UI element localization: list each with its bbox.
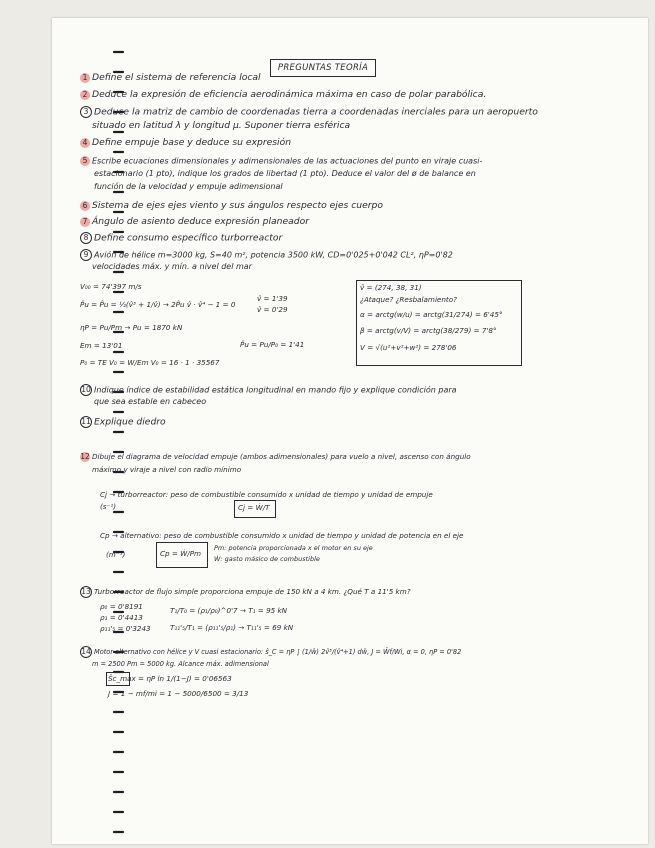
- cj-unit: (s⁻¹): [100, 502, 117, 511]
- question-12-cont: máximo y viraje a nivel con radio mínimo: [92, 465, 242, 474]
- question-4: [80, 137, 291, 148]
- q9-calc-5: P₀ = TE V₀ = W/Em V₀ = 16 · 1 · 35567: [80, 358, 220, 367]
- question-3: [80, 106, 538, 118]
- question-text: Dibuje el diagrama de velocidad empuje (ambos adimensionales) para vuelo a nivel, ascenso con ángulo: [92, 452, 471, 461]
- question-5-cont-1: estacionario (1 pto), indique los grados de libertad (1 pto). Deduce el valor del ø de balance en: [94, 169, 476, 178]
- question-number: 3: [80, 106, 92, 118]
- box-question: ¿Ataque? ¿Resbalamiento?: [360, 295, 457, 304]
- q14-range: Ŝc_max = ηP ln 1/(1−J) = 0'06563: [108, 674, 232, 683]
- attack-sideslip-box: [356, 280, 522, 366]
- box-alpha: α = arctg(w/u) = arctg(31/274) = 6'45°: [360, 310, 503, 319]
- cp-unit: (m⁻¹): [106, 550, 126, 559]
- q9-calc-2: P̂u = P̂u = ½(v̂³ + 1/v̂) → 2P̂u v̂ · v̂⁴ − 1 = 0: [80, 300, 236, 309]
- question-number: 2: [80, 90, 90, 100]
- question-text: Define el sistema de referencia local: [92, 72, 261, 83]
- question-text: Indique índice de estabilidad estática longitudinal en mando fijo y explique condición para: [94, 385, 457, 395]
- box-speed: V = √(u²+v²+w²) = 278'06: [360, 343, 457, 352]
- question-9: [80, 249, 453, 261]
- question-number: 1: [80, 73, 90, 83]
- question-8: [80, 232, 282, 244]
- question-text: Deduce la expresión de eficiencia aerodinámica máxima en caso de polar parabólica.: [92, 89, 487, 100]
- question-text: Sistema de ejes ejes viento y sus ángulos respecto ejes cuerpo: [92, 200, 383, 211]
- q9-calc-1: V₀₀ = 74'397 m/s: [80, 282, 142, 291]
- cp-note-2: Ẇ: gasto másico de combustible: [214, 555, 320, 563]
- question-number: 7: [80, 217, 90, 227]
- question-9-cont: velocidades máx. y mín. a nivel del mar: [92, 262, 252, 271]
- q9-calc-3: ηP = Pu/Pm → Pu = 1870 kN: [80, 323, 183, 332]
- question-number: 5: [80, 156, 90, 166]
- question-5: [80, 156, 482, 167]
- question-text: Ángulo de asiento deduce expresión planeador: [92, 216, 310, 227]
- question-3-cont: situado en latitud λ y longitud μ. Suponer tierra esférica: [92, 120, 351, 131]
- question-text: Motor alternativo con hélice y V cuasi estacionario: ŝ_C = ηP ∫ (1/ŵ) 2v̂³/(v̂⁴+1) dŵ, J = Ŵf/Wi, α = 0, ηP = 0'82: [94, 648, 462, 656]
- cj-definition: Cj → turborreactor: peso de combustible consumido x unidad de tiempo y unidad de empuje: [100, 490, 433, 499]
- question-13: [80, 586, 411, 598]
- question-number: 4: [80, 138, 90, 148]
- question-11: [80, 416, 166, 428]
- question-10: [80, 384, 457, 396]
- page-title: PREGUNTAS TEORÍA: [270, 59, 376, 77]
- question-14: [80, 646, 461, 658]
- cj-formula: Cj = Ẇ/T: [238, 503, 270, 512]
- cp-definition: Cp → alternativo: peso de combustible consumido x unidad de tiempo y unidad de potencia en el eje: [100, 531, 464, 540]
- q13-rho-0: ρ₀ = 0'8191: [100, 602, 143, 611]
- cp-note-1: Pm: potencia proporcionada x el motor en su eje: [214, 544, 373, 552]
- question-number: 10: [81, 385, 91, 394]
- question-text: Escribe ecuaciones dimensionales y adimensionales de las actuaciones del punto en viraje cuasi-: [92, 156, 483, 166]
- question-text: Deduce la matriz de cambio de coordenadas tierra a coordenadas inerciales para un aeropuerto: [94, 106, 538, 118]
- q9-calc-root-2: v̂ = 0'29: [257, 305, 288, 314]
- question-12: [80, 452, 471, 462]
- q14-j: J = 1 − mf/mi = 1 − 5000/6500 = 3/13: [108, 689, 249, 698]
- question-number: 11: [81, 417, 91, 426]
- question-number: 8: [80, 232, 92, 244]
- question-7: [80, 216, 309, 227]
- q9-calc-root-1: v̂ = 1'39: [257, 294, 288, 303]
- question-text: Turborreactor de flujo simple proporciona empuje de 150 kN a 4 km. ¿Qué T a 11'5 km?: [94, 587, 411, 596]
- question-1: [80, 72, 261, 83]
- cp-formula: Cp = Ẇ/Pm: [160, 549, 202, 558]
- spiral-binding: [110, 48, 130, 844]
- q9-calc-result: P̂u = Pu/P₀ = 1'41: [240, 340, 305, 349]
- q13-thrust-2: T₁₁'₅/T₁ = (ρ₁₁'₅/ρ₁) → T₁₁'₅ = 69 kN: [170, 623, 294, 632]
- q13-thrust-1: T₁/T₀ = (ρ₁/ρ₀)^0'7 → T₁ = 95 kN: [170, 606, 288, 615]
- question-text: Define empuje base y deduce su expresión: [92, 137, 292, 148]
- question-10-cont: que sea estable en cabeceo: [94, 397, 207, 406]
- box-beta: β = arctg(v/V) = arctg(38/279) = 7'8°: [360, 326, 497, 335]
- q9-calc-4: Em = 13'01: [80, 341, 123, 350]
- question-number: 13: [81, 587, 91, 596]
- notebook-page: [52, 18, 648, 844]
- question-number: 14: [81, 647, 91, 656]
- question-number: 9: [80, 249, 92, 261]
- question-5-cont-2: función de la velocidad y empuje adimensional: [94, 182, 283, 191]
- question-text: Avión de hélice m=3000 kg, S=40 m², potencia 3500 kW, CD=0'025+0'042 CL², ηP=0'82: [94, 250, 453, 260]
- box-velocity: v̂ = (274, 38, 31): [360, 283, 422, 292]
- question-6: [80, 200, 383, 211]
- question-14-cont: m = 2500 Pm = 5000 kg. Alcance máx. adimensional: [92, 660, 269, 668]
- question-number: 12: [80, 452, 90, 461]
- question-text: Define consumo específico turborreactor: [94, 232, 283, 244]
- question-2: [80, 89, 486, 100]
- question-number: 6: [80, 201, 90, 211]
- q13-rho-115: ρ₁₁'₅ = 0'3243: [100, 624, 151, 633]
- q13-rho-1: ρ₁ = 0'4413: [100, 613, 143, 622]
- question-text: Explique diedro: [94, 416, 166, 428]
